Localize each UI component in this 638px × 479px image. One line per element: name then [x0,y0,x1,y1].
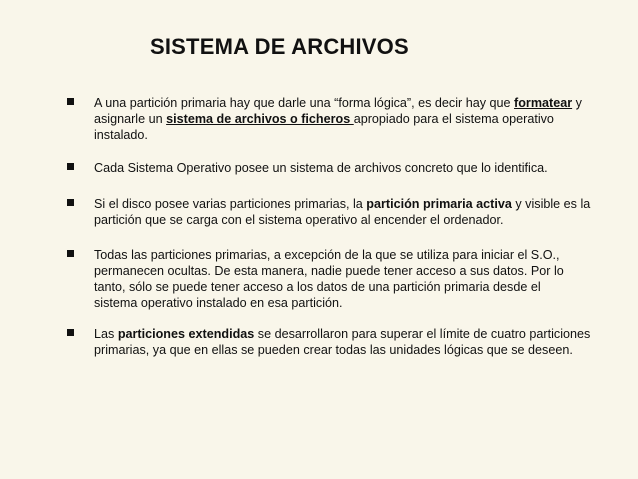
bullet-4-line-2: permanecen ocultas. De esta manera, nadie puede tener acceso a sus datos. Por lo [94,264,564,278]
text-span: A una partición primaria hay que darle una “forma lógica”, es decir hay que [94,96,515,110]
text-span: asignarle un [94,112,167,126]
bullet-text-2 [94,160,634,176]
bullet-5-line-1 [94,326,634,342]
text-span: y [572,96,582,110]
square-bullet-icon [67,98,74,105]
sistema-de-archivos-link[interactable]: sistema de archivos o ficheros [166,112,354,126]
particiones-extendidas-term: particiones extendidas [117,327,255,341]
bullet-5-line-2: primarias, ya que en ellas se pueden crear todas las unidades lógicas que se deseen. [94,343,573,357]
bullet-text-4 [94,247,634,311]
bullet-1-line-1 [94,95,634,111]
bullet-1-line-2 [94,111,634,127]
text-span: se desarrollaron para superar el límite de cuatro particiones [254,327,591,341]
bullet-text-1 [94,95,634,143]
slide-title: SISTEMA DE ARCHIVOS [150,34,409,59]
text-span: apropiado para el sistema operativo [353,112,554,126]
square-bullet-icon [67,163,74,170]
text-span: Las [94,327,118,341]
bullet-1-line-3: instalado. [94,128,148,142]
bullet-4-line-1: Todas las particiones primarias, a excepción de la que se utiliza para iniciar el S.O., [94,248,560,262]
bullet-text-5 [94,326,634,358]
text-span: Si el disco posee varias particiones primarias, la [94,197,367,211]
square-bullet-icon [67,329,74,336]
particion-primaria-activa-term: partición primaria activa [366,197,512,211]
square-bullet-icon [67,199,74,206]
bullet-2-line-1: Cada Sistema Operativo posee un sistema de archivos concreto que lo identifica. [94,161,548,175]
bullet-4-line-4: sistema operativo instalado en esa partición. [94,296,343,310]
bullet-3-line-2: partición que se carga con el sistema operativo al encender el ordenador. [94,213,504,227]
bullet-3-line-1 [94,196,634,212]
text-span: y visible es la [511,197,591,211]
bullet-text-3 [94,196,634,228]
formatear-link[interactable]: formatear [514,96,573,110]
square-bullet-icon [67,250,74,257]
bullet-4-line-3: tanto, sólo se puede tener acceso a los datos de una partición primaria desde el [94,280,541,294]
